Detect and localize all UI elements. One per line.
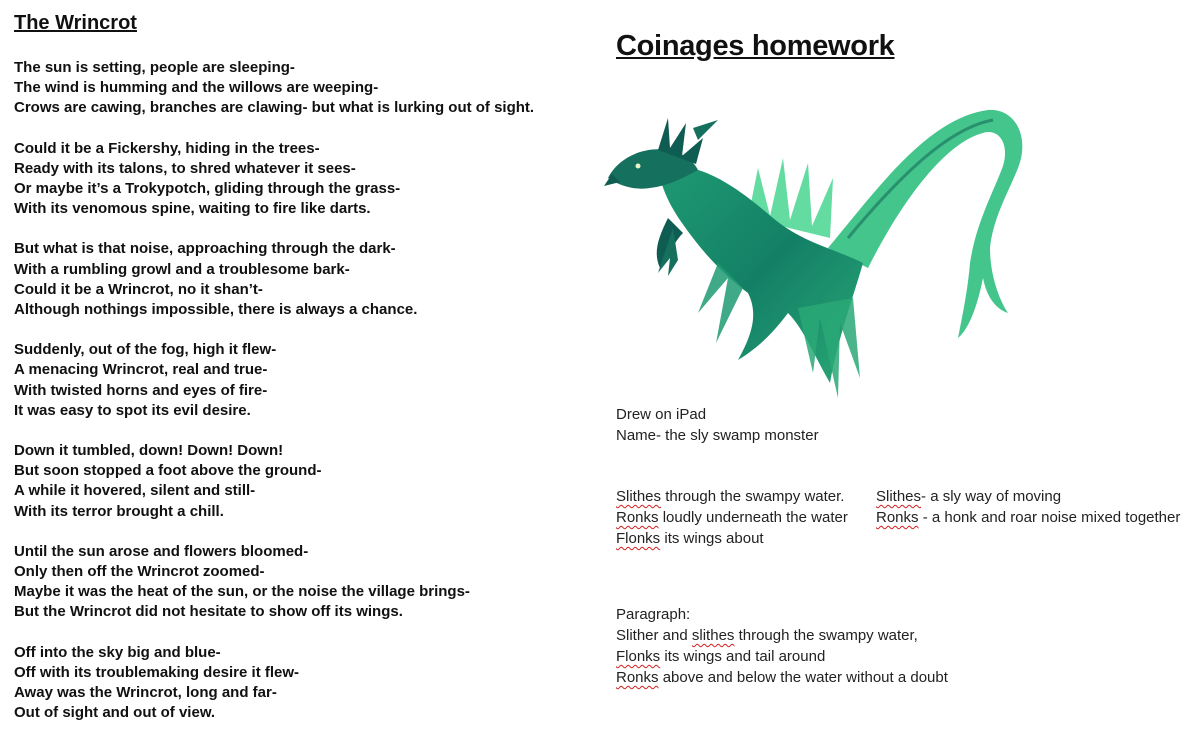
coinage-row: [616, 528, 1196, 549]
poem-line: Away was the Wrincrot, long and far-: [14, 684, 277, 702]
poem-line: With a rumbling growl and a troublesome bark-: [14, 260, 350, 278]
poem-line: Suddenly, out of the fog, high it flew-: [14, 341, 277, 359]
poem-line: Or maybe it’s a Trokypotch, gliding through the grass-: [14, 180, 401, 198]
paragraph-block: [616, 604, 948, 688]
paragraph-label: Paragraph:: [616, 606, 691, 623]
definition-text: - a honk and roar noise mixed together: [918, 509, 1181, 526]
poem-line: Until the sun arose and flowers bloomed-: [14, 542, 309, 560]
drew-note: Drew on iPad: [616, 406, 707, 423]
poem-line: The sun is setting, people are sleeping-: [14, 59, 295, 76]
poem-line: Out of sight and out of view.: [14, 704, 216, 722]
poem-line: Crows are cawing, branches are clawing- but what is lurking out of sight.: [14, 99, 535, 117]
definition: [876, 507, 1180, 528]
poem-line: With its venomous spine, waiting to fire like darts.: [14, 200, 371, 218]
coined-word: Flonks: [616, 648, 661, 665]
stanza: [14, 542, 594, 623]
poem-line: Could it be a Wrincrot, no it shan’t-: [14, 280, 263, 298]
paragraph-text: through the swampy water,: [734, 627, 918, 644]
poem-line: Only then off the Wrincrot zoomed-: [14, 563, 265, 581]
sentence-text: its wings about: [660, 530, 764, 547]
coined-word: slithes: [691, 627, 735, 644]
paragraph-text: Slither and: [616, 627, 692, 644]
poem-line: Ready with its talons, to shred whatever it sees-: [14, 159, 356, 177]
paragraph-text: its wings and tail around: [660, 648, 826, 665]
stanza: [14, 340, 594, 421]
stanza: [14, 58, 594, 119]
homework-title: Coinages homework: [616, 30, 895, 62]
coined-word: Ronks: [616, 669, 659, 686]
sentence: [616, 486, 844, 507]
sentence: [616, 507, 848, 528]
poem-line: Although nothings impossible, there is always a chance.: [14, 301, 418, 319]
coined-word: Slithes: [876, 488, 922, 505]
paragraph-line: [616, 646, 948, 667]
sentence-text: loudly underneath the water: [658, 509, 848, 526]
swamp-monster-illustration: [598, 98, 1038, 403]
poem-line: It was easy to spot its evil desire.: [14, 401, 251, 419]
stanza: [14, 139, 594, 220]
poem-line: A while it hovered, silent and still-: [14, 482, 256, 500]
paragraph-line: [616, 625, 948, 646]
coined-word: Slithes: [616, 488, 662, 505]
poem-line: But what is that noise, approaching through the dark-: [14, 240, 396, 258]
coined-word: Flonks: [616, 530, 661, 547]
coined-word: Ronks: [876, 509, 919, 526]
poem-line: With its terror brought a chill.: [14, 502, 224, 520]
sentence-text: through the swampy water.: [661, 488, 845, 505]
poem-line: The wind is humming and the willows are weeping-: [14, 79, 379, 97]
poem-line: Off with its troublemaking desire it flew-: [14, 663, 300, 681]
poem-line: A menacing Wrincrot, real and true-: [14, 361, 268, 379]
poem-line: But the Wrincrot did not hesitate to show off its wings.: [14, 603, 403, 621]
poem-line: Maybe it was the heat of the sun, or the noise the village brings-: [14, 583, 470, 601]
name-note: Name- the sly swamp monster: [616, 427, 819, 444]
poem-line: Could it be a Fickershy, hiding in the trees-: [14, 139, 320, 157]
poem-line: Down it tumbled, down! Down! Down!: [14, 442, 284, 460]
paragraph-line: [616, 667, 948, 688]
poem-title: The Wrincrot: [14, 12, 137, 34]
poem: [14, 10, 594, 743]
coinage-row: [616, 486, 1196, 507]
coined-word: Ronks: [616, 509, 659, 526]
notes-block: [616, 404, 819, 446]
poem-line: Off into the sky big and blue-: [14, 643, 221, 661]
stanza: [14, 643, 594, 724]
sentence: [616, 528, 764, 549]
stanza: [14, 239, 594, 320]
definition-text: - a sly way of moving: [921, 488, 1062, 505]
stanza: [14, 441, 594, 522]
definition: [876, 486, 1061, 507]
coinages-list: [616, 486, 1196, 549]
poem-line: With twisted horns and eyes of fire-: [14, 381, 268, 399]
coinage-row: [616, 507, 1196, 528]
poem-line: But soon stopped a foot above the ground-: [14, 462, 322, 480]
paragraph-text: above and below the water without a doubt: [658, 669, 948, 686]
